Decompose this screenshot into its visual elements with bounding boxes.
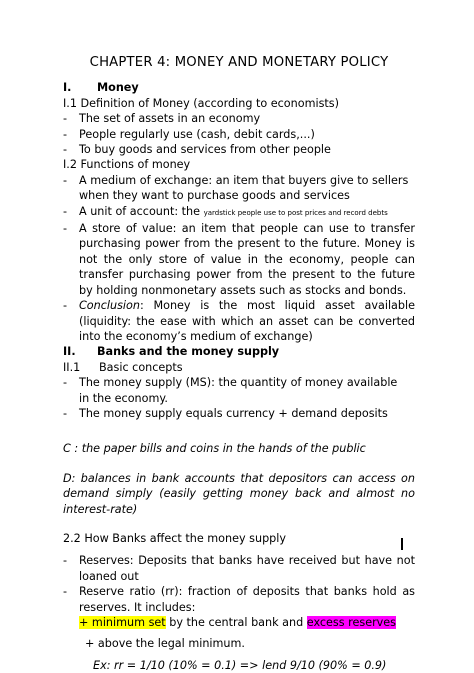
list-item-continuation: loaned out xyxy=(79,569,139,583)
deposits-definition-continuation: demand simply (easily getting money back and almost no xyxy=(63,487,415,501)
list-item-money-supply: - The money supply (MS): the quantity of money available xyxy=(63,376,398,390)
list-item-reserves: - Reserves: Deposits that banks have received but have not xyxy=(63,554,415,568)
section-1-number: I. xyxy=(63,81,72,95)
chapter-title: CHAPTER 4: MONEY AND MONETARY POLICY xyxy=(89,55,389,70)
document-body xyxy=(63,55,415,673)
list-item-unit-of-account: - A unit of account: the yardstick people use to post prices and record debts xyxy=(63,204,388,218)
list-item-continuation: (liquidity: the ease with which an asset can be converted xyxy=(79,314,415,328)
conclusion-label: Conclusion xyxy=(79,299,140,313)
section-2-title: Banks and the money supply xyxy=(97,345,280,359)
list-item-reserve-ratio: - Reserve ratio (rr): fraction of deposits that banks hold as xyxy=(63,585,415,599)
list-item-continuation: purchasing power from the present to the future. Money is xyxy=(79,237,415,251)
list-item-continuation: transfer purchasing power from the present to the future xyxy=(79,268,415,282)
highlight-minimum-set: + minimum set xyxy=(79,616,166,629)
section-1-title: Money xyxy=(97,81,139,95)
example-line: Ex: rr = 1/10 (10% = 0.1) => lend 9/10 (90% = 0.9) xyxy=(93,658,387,672)
list-item-medium-of-exchange: - A medium of exchange: an item that buyers give to sellers xyxy=(63,173,409,187)
deposits-definition: D: balances in bank accounts that depositors can access on xyxy=(63,471,415,485)
list-item-continuation: in the economy. xyxy=(79,391,168,405)
currency-definition: C : the paper bills and coins in the hands of the public xyxy=(63,442,366,456)
text-cursor xyxy=(401,538,403,550)
highlight-excess-reserves: excess reserves xyxy=(306,616,397,629)
list-item: - The set of assets in an economy xyxy=(63,112,261,126)
subsection-2-1-title: II.1 Basic concepts xyxy=(63,360,183,374)
subsection-2-2-title: 2.2 How Banks affect the money supply xyxy=(63,531,286,545)
list-item-conclusion: - Conclusion: Money is the most liquid asset available xyxy=(63,299,415,313)
list-item-ms-equation: - The money supply equals currency + demand deposits xyxy=(63,406,388,420)
minimum-set-line: + minimum set by the central bank and excess reserves xyxy=(79,616,397,629)
list-item: - People regularly use (cash, debit cards,...) xyxy=(63,127,315,141)
list-item-continuation: not the only store of value in the economy, people can xyxy=(79,252,415,266)
subsection-1-2-title: I.2 Functions of money xyxy=(63,158,191,172)
list-item: - To buy goods and services from other people xyxy=(63,143,331,157)
list-item-store-of-value: - A store of value: an item that people can use to transfer xyxy=(63,222,415,236)
list-item-continuation: reserves. It includes: xyxy=(79,600,196,614)
deposits-definition-continuation: interest-rate) xyxy=(63,502,138,516)
list-item-continuation: into the economy’s medium of exchange) xyxy=(79,329,313,343)
subsection-1-1-title: I.1 Definition of Money (according to economists) xyxy=(63,96,339,110)
small-print-text: yardstick people use to post prices and record debts xyxy=(203,208,388,217)
above-minimum-line: + above the legal minimum. xyxy=(85,637,245,651)
section-1-heading xyxy=(63,80,415,95)
list-item-continuation: by holding nonmonetary assets such as stocks and bonds. xyxy=(79,283,407,297)
list-item-continuation: when they want to purchase goods and services xyxy=(79,189,350,203)
section-2-number: II. xyxy=(63,345,76,359)
section-2-heading xyxy=(63,344,415,359)
